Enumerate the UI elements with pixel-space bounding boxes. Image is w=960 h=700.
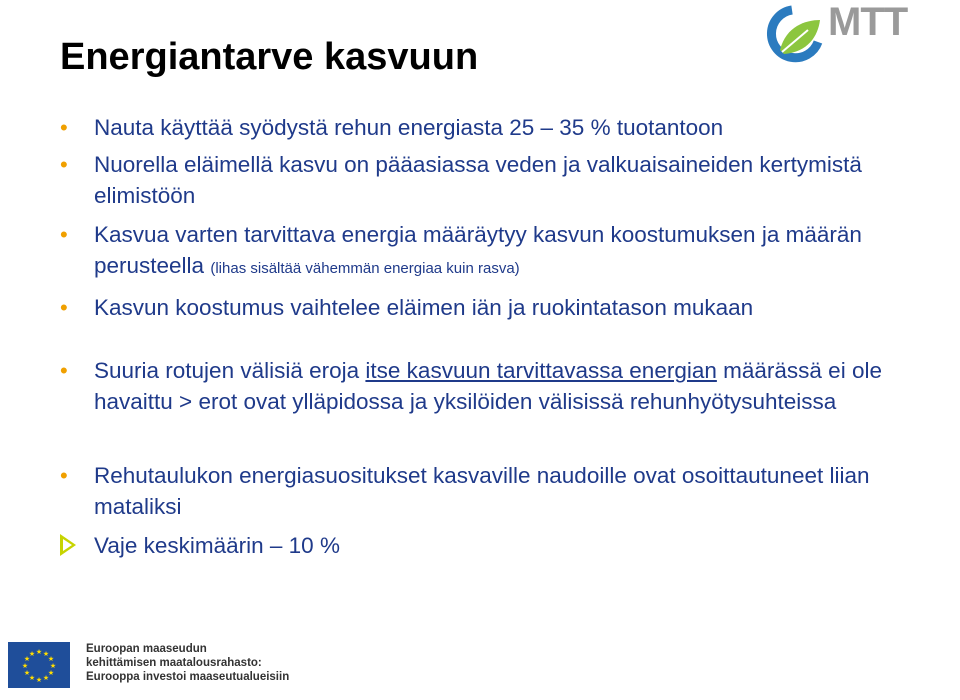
eu-text-line: Eurooppa investoi maaseutualueisiin: [86, 671, 290, 683]
svg-text:★: ★: [42, 674, 50, 682]
svg-text:★: ★: [42, 650, 50, 658]
arrow-bullet-icon: [60, 534, 76, 556]
svg-text:★: ★: [35, 648, 43, 656]
svg-text:★: ★: [28, 650, 36, 658]
svg-text:★: ★: [21, 662, 29, 670]
bullet-text: Kasvua varten tarvittava energia määräytyy kasvun koostumuksen ja määrän perusteella: [94, 222, 862, 278]
svg-text:★: ★: [23, 655, 31, 663]
bullet-text: Rehutaulukon energiasuositukset kasvaville naudoille ovat osoittautuneet liian mataliksi: [94, 463, 870, 519]
bullet-item: [60, 112, 920, 143]
bullet-underlined-text: itse kasvuun tarvittavassa energian: [365, 358, 717, 383]
bullet-text: Nauta käyttää syödystä rehun energiasta 25 – 35 % tuotantoon: [94, 115, 724, 140]
bullet-item: [60, 292, 920, 323]
bullet-item: [60, 460, 920, 522]
bullet-dot-icon: •: [60, 358, 68, 383]
bullet-text: Nuorella eläimellä kasvu on pääasiassa veden ja valkuaisaineiden kertymistä elimistöön: [94, 152, 862, 208]
bullet-dot-icon: •: [60, 295, 68, 320]
svg-text:★: ★: [49, 662, 57, 670]
bullet-list: [60, 112, 920, 561]
bullet-text: Vaje keskimäärin – 10 %: [94, 533, 340, 558]
bullet-item: [60, 530, 920, 561]
eu-flag-icon: [8, 642, 70, 688]
svg-text:★: ★: [28, 674, 36, 682]
bullet-note: (lihas sisältää vähemmän energiaa kuin rasva): [210, 260, 520, 277]
eu-fund-text: [86, 642, 289, 684]
logo-text: MTT: [828, 0, 908, 44]
slide-title: Energiantarve kasvuun: [60, 36, 479, 78]
svg-text:★: ★: [35, 676, 43, 684]
eu-text-line: Euroopan maaseudun: [86, 643, 207, 655]
bullet-item: [60, 355, 920, 417]
bullet-item: [60, 149, 920, 211]
svg-text:★: ★: [47, 669, 55, 677]
bullet-dot-icon: •: [60, 115, 68, 140]
svg-text:★: ★: [23, 669, 31, 677]
bullet-text-continued: määrässä ei ole havaittu > erot ovat ylläpidossa ja yksilöiden välisissä rehunhyötysuhteissa: [94, 358, 882, 414]
bullet-text: Suuria rotujen välisiä eroja: [94, 358, 360, 383]
bullet-dot-icon: •: [60, 152, 68, 177]
eu-text-line: kehittämisen maatalousrahasto:: [86, 657, 262, 669]
svg-text:★: ★: [47, 655, 55, 663]
bullet-text: Kasvun koostumus vaihtelee eläimen iän ja ruokintatason mukaan: [94, 295, 754, 320]
bullet-item: [60, 219, 920, 284]
bullet-dot-icon: •: [60, 222, 68, 247]
eu-footer: [8, 640, 300, 696]
bullet-dot-icon: •: [60, 463, 68, 488]
